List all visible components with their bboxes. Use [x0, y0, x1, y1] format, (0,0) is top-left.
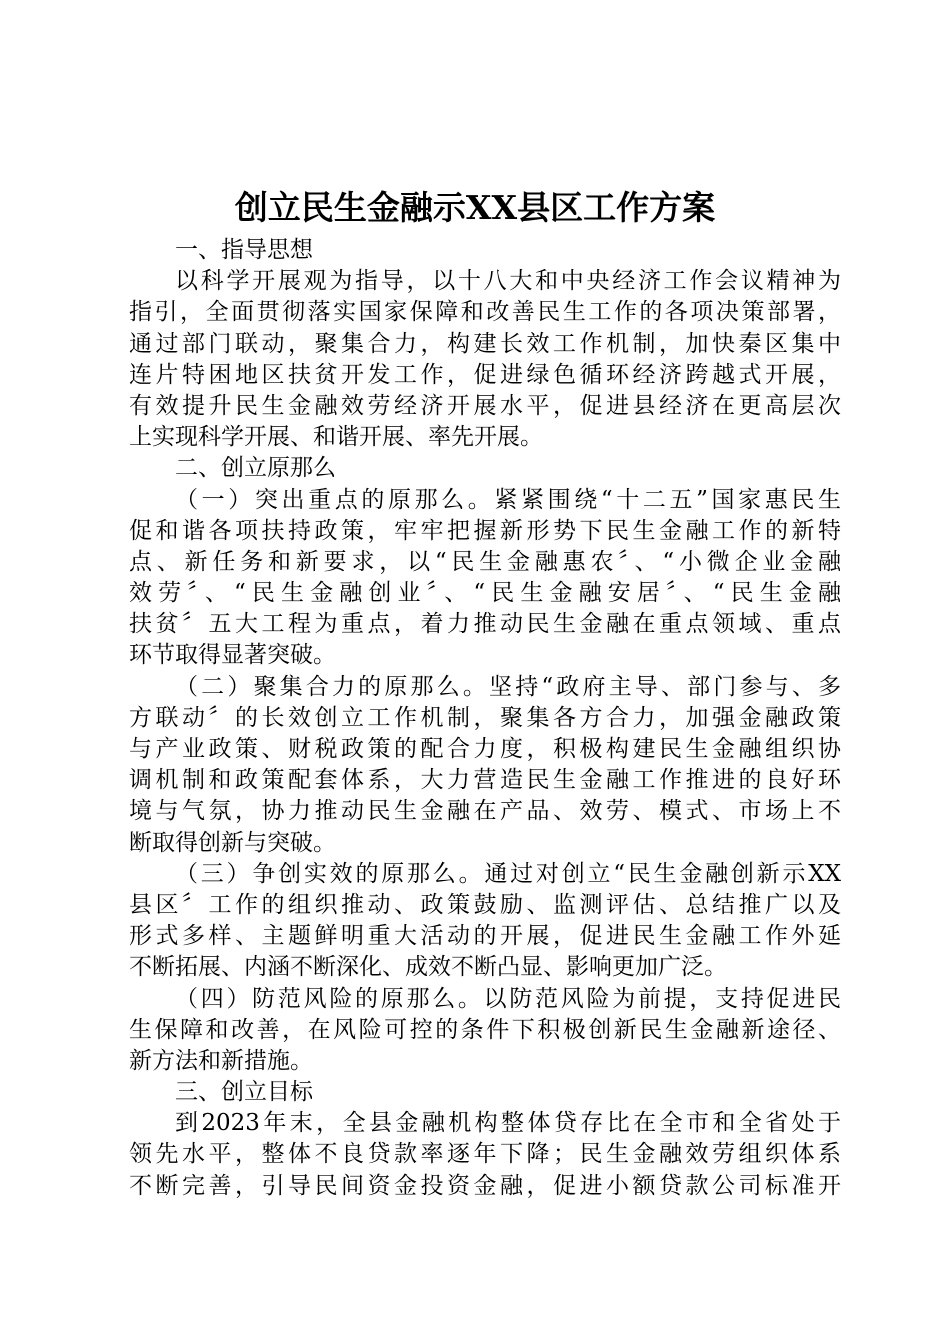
section-heading: 一、指导思想 [175, 237, 313, 263]
paragraph-line: 效劳〞、“民生金融创业〞、“民生金融安居〞、“民生金融 [129, 580, 841, 607]
paragraph-line: （三）争创实效的原那么。通过对创立“民生金融创新示XX [175, 860, 841, 887]
paragraph-line: 点、新任务和新要求，以“民生金融惠农〞、“小微企业金融 [129, 548, 841, 575]
paragraph-line: 扶贫〞五大工程为重点，着力推动民生金融在重点领域、重点 [129, 611, 841, 638]
paragraph-line: 新方法和新措施。 [129, 1047, 313, 1074]
paragraph-line: 领先水平，整体不良贷款率逐年下降；民生金融效劳组织体系 [129, 1141, 841, 1168]
section-heading: 三、创立目标 [175, 1079, 313, 1106]
paragraph-line: 连片特困地区扶贫开发工作，促进绿色循环经济跨越式开展， [129, 361, 841, 388]
paragraph-line: 不断拓展、内涵不断深化、成效不断凸显、影响更加广泛。 [129, 954, 727, 981]
paragraph-line: 生保障和改善，在风险可控的条件下积极创新民生金融新途径、 [129, 1016, 841, 1043]
paragraph-line: 指引，全面贯彻落实国家保障和改善民生工作的各项决策部署， [129, 299, 841, 326]
paragraph-line: 形式多样、主题鲜明重大活动的开展，促进民生金融工作外延 [129, 923, 841, 950]
paragraph-line: 不断完善，引导民间资金投资金融，促进小额贷款公司标准开 [129, 1172, 841, 1199]
paragraph-line: 境与气氛，协力推动民生金融在产品、效劳、模式、市场上不 [129, 798, 841, 825]
paragraph-line: 有效提升民生金融效劳经济开展水平，促进县经济在更高层次 [129, 392, 841, 419]
document-body [129, 235, 841, 1202]
paragraph-line: （一）突出重点的原那么。紧紧围绕“十二五”国家惠民生 [175, 486, 841, 513]
paragraph-line: 方联动〞的长效创立工作机制，聚集各方合力，加强金融政策 [129, 704, 841, 731]
paragraph-line: 断取得创新与突破。 [129, 829, 336, 856]
paragraph-line: （二）聚集合力的原那么。坚持“政府主导、部门参与、多 [175, 673, 841, 700]
paragraph-line: 环节取得显著突破。 [129, 642, 336, 669]
paragraph-line: 县区〞工作的组织推动、政策鼓励、监测评估、总结推广以及 [129, 891, 841, 918]
paragraph-line: 促和谐各项扶持政策，牢牢把握新形势下民生金融工作的新特 [129, 517, 841, 544]
paragraph-line: 与产业政策、财税政策的配合力度，积极构建民生金融组织协 [129, 736, 841, 762]
document-title: 创立民生金融示XX县区工作方案 [234, 188, 716, 227]
paragraph-line: （四）防范风险的原那么。以防范风险为前提，支持促进民 [175, 985, 841, 1012]
paragraph-line: 以科学开展观为指导，以十八大和中央经济工作会议精神为 [175, 268, 841, 295]
paragraph-line: 到2023年末，全县金融机构整体贷存比在全市和全省处于 [175, 1110, 841, 1137]
paragraph-line: 上实现科学开展、和谐开展、率先开展。 [129, 424, 543, 451]
paragraph-line: 通过部门联动，聚集合力，构建长效工作机制，加快秦区集中 [129, 330, 841, 357]
section-heading: 二、创立原那么 [175, 455, 336, 482]
paragraph-line: 调机制和政策配套体系，大力营造民生金融工作推进的良好环 [129, 767, 841, 794]
